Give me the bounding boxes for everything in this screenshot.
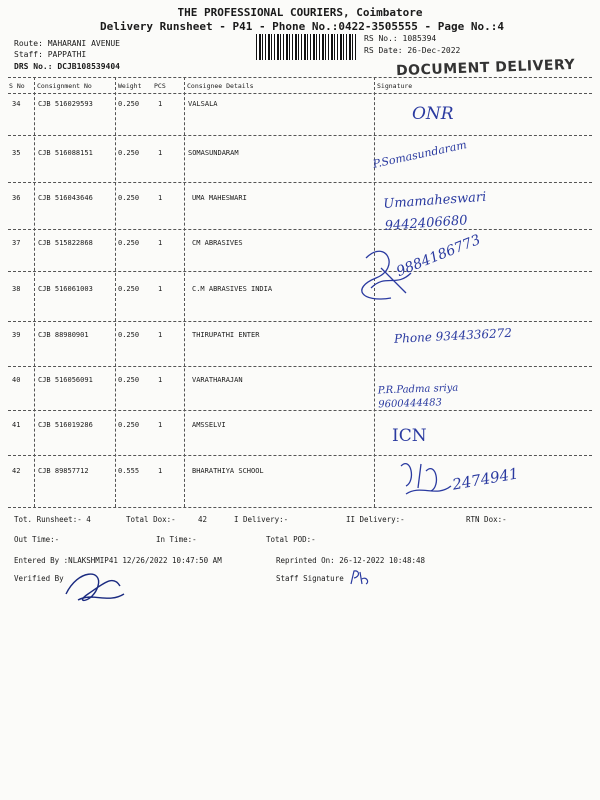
entered-by: Entered By :NLAKSHMIP41 12/26/2022 10:47:50 AM [14,556,222,565]
row-sno: 38 [12,285,21,293]
row-consignee: SOMASUNDARAM [188,149,239,157]
i-delivery: I Delivery:- [234,515,289,524]
row-weight: 0.250 [118,285,140,293]
document-delivery-stamp: DOCUMENT DELIVERY [395,56,576,80]
rs-number: RS No.: 1085394 [364,34,437,43]
row-pcs: 1 [158,376,163,384]
runsheet-subtitle: Delivery Runsheet - P41 - Phone No.:0422-3505555 - Page No.:4 [100,20,504,33]
signature-row-42: 2474941 [450,464,520,494]
table-top-rule [8,77,592,78]
row-consignment: CJB 516019286 [38,421,93,429]
signature-scribble-row-37 [356,238,416,308]
row-divider [8,182,592,183]
row-pcs: 1 [158,100,163,108]
row-consignee: UMA MAHESWARI [192,194,247,202]
in-time: In Time:- [156,535,197,544]
table-bottom-rule [8,507,592,508]
row-divider [8,135,592,136]
row-sno: 39 [12,331,21,339]
col-header-pcs: PCS [154,82,166,90]
row-weight: 0.250 [118,149,140,157]
staff-signature-label: Staff Signature [276,574,344,583]
row-weight: 0.250 [118,239,140,247]
row-consignee: AMSSELVI [192,421,226,429]
row-consignee: C.M ABRASIVES INDIA [192,285,273,293]
row-divider [8,410,592,411]
col-divider-consignment [115,77,116,507]
verified-by: Verified By [14,574,64,583]
signature-row-39: Phone 9344336272 [393,325,513,346]
col-divider-sno [34,77,35,507]
col-header-sno: S No [9,82,25,90]
row-consignment: CJB 516043646 [38,194,93,202]
row-divider [8,366,592,367]
row-pcs: 1 [158,467,163,475]
verifier-signature-scribble [58,564,128,608]
row-consignment: CJB 516056091 [38,376,93,384]
row-consignment: CJB 515822868 [38,239,93,247]
row-consignment: CJB 516088151 [38,149,93,157]
row-consignment: CJB 88980901 [38,331,89,339]
row-weight: 0.555 [118,467,140,475]
barcode [256,34,356,60]
ii-delivery: II Delivery:- [346,515,405,524]
runsheet-title: THE PROFESSIONAL COURIERS, Coimbatore [177,6,423,19]
row-pcs: 1 [158,421,163,429]
row-pcs: 1 [158,194,163,202]
row-sno: 34 [12,100,21,108]
row-weight: 0.250 [118,100,140,108]
col-header-signature: Signature [377,82,413,90]
row-divider [8,271,592,272]
row-weight: 0.250 [118,421,140,429]
signature-row-37: 9884186773 [394,231,483,281]
total-dox-value: 42 [198,515,208,524]
total-pod: Total POD:- [266,535,316,544]
row-consignment: CJB 516061003 [38,285,93,293]
row-consignment: CJB 516029593 [38,100,93,108]
row-sno: 37 [12,239,21,247]
signature-scribble-row-42 [396,456,456,501]
row-pcs: 1 [158,285,163,293]
row-sno: 40 [12,376,21,384]
reprinted-on: Reprinted On: 26-12-2022 10:48:48 [276,556,426,565]
table-header-rule [8,93,592,94]
col-header-weight: Weight [118,82,142,90]
staff-signature-scribble [348,568,374,588]
row-sno: 42 [12,467,21,475]
row-consignee: BHARATHIYA SCHOOL [192,467,264,475]
total-dox-label: Total Dox:- [126,515,176,524]
row-weight: 0.250 [118,331,140,339]
route-label: Route: MAHARANI AVENUE [14,39,120,48]
col-divider-pcs [184,77,185,507]
tot-runsheet: Tot. Runsheet:- 4 [14,515,91,524]
row-sno: 41 [12,421,21,429]
out-time: Out Time:- [14,535,60,544]
rtn-dox: RTN Dox:- [466,515,507,524]
row-consignee: CM ABRASIVES [192,239,243,247]
row-consignee: VALSALA [188,100,218,108]
row-pcs: 1 [158,239,163,247]
col-header-consignment: Consignment No [37,82,92,90]
signature-row-41: ICN [392,426,427,446]
signature-row-34: ONR [412,104,454,124]
col-header-consignee: Consignee Details [187,82,254,90]
row-sno: 35 [12,149,21,157]
row-consignee: THIRUPATHI ENTER [192,331,260,339]
row-weight: 0.250 [118,376,140,384]
row-sno: 36 [12,194,21,202]
row-divider [8,455,592,456]
staff-label: Staff: PAPPATHI [14,50,87,59]
row-divider [8,321,592,322]
row-consignment: CJB 89857712 [38,467,89,475]
signature-row-40: P.R.Padma sriya 9600444483 [377,382,459,411]
signature-row-35: P.Somasundaram [371,138,468,171]
row-weight: 0.250 [118,194,140,202]
row-consignee: VARATHARAJAN [192,376,243,384]
row-pcs: 1 [158,149,163,157]
signature-row-36: Umamaheswari 9442406680 [382,189,487,234]
rs-date: RS Date: 26-Dec-2022 [364,46,461,55]
row-pcs: 1 [158,331,163,339]
drs-number: DRS No.: DCJB108539404 [14,62,120,71]
